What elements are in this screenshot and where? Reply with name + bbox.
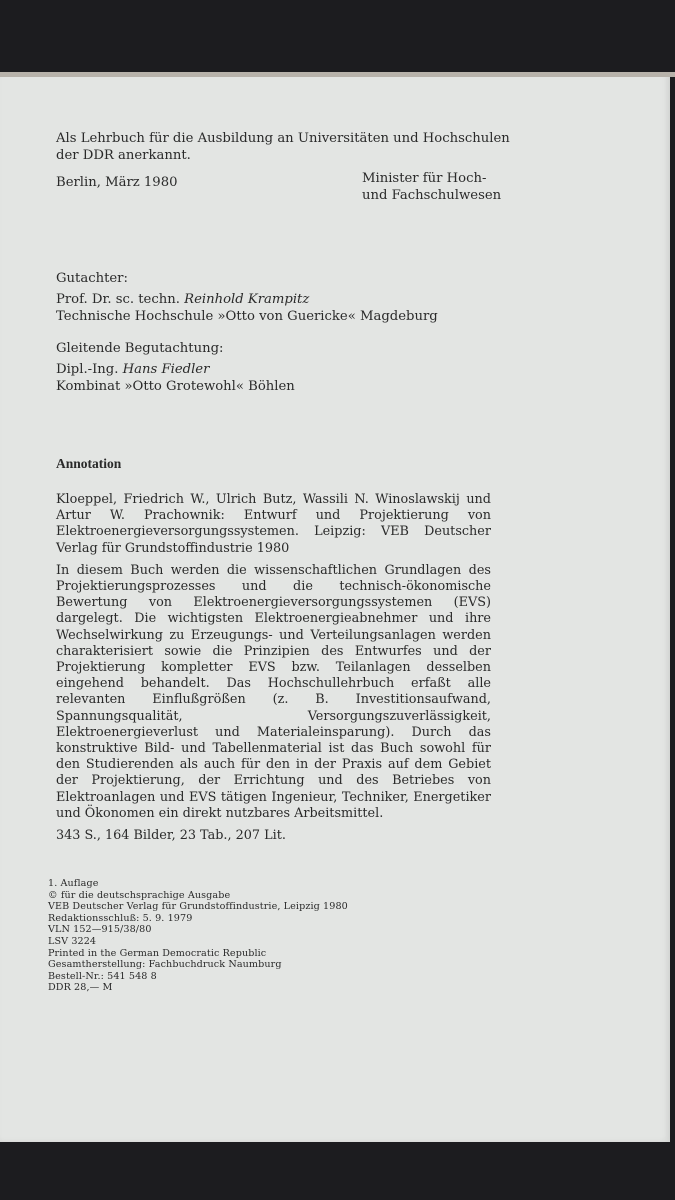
annotation-block: [56, 456, 491, 850]
annotation-heading: Annotation: [56, 456, 122, 471]
reviewer-name-prefix: Prof. Dr. sc. techn.: [56, 292, 180, 307]
supervision-heading: Gleitende Begutachtung:: [56, 341, 224, 356]
imprint-line: 1. Auflage: [48, 878, 99, 889]
imprint-block: [48, 878, 348, 994]
reviewer-block: [56, 270, 639, 325]
minister-line-1: Minister für Hoch-: [362, 171, 487, 186]
supervision-name-line: [56, 361, 639, 378]
imprint-line: DDR 28,— M: [48, 982, 113, 994]
imprint-line: Gesamtherstellung: Fachbuchdruck Naumburg: [48, 959, 282, 971]
page-top-edge: [0, 72, 675, 77]
supervision-institution: Kombinat »Otto Grotewohl« Böhlen: [56, 379, 295, 394]
place-date: [56, 174, 639, 191]
supervision-name-prefix: Dipl.-Ing.: [56, 362, 119, 377]
minister-block: [362, 170, 501, 204]
minister-line-2: und Fachschulwesen: [362, 188, 502, 203]
imprint-line: LSV 3224: [48, 935, 97, 947]
reviewer-heading: Gutachter:: [56, 271, 128, 286]
imprint-line: VEB Deutscher Verlag für Grundstoffindustrie, Leipzig 1980: [48, 901, 348, 913]
annotation-extent: 343 S., 164 Bilder, 23 Tab., 207 Lit.: [56, 828, 286, 844]
imprint-line: Printed in the German Democratic Republic: [48, 947, 267, 959]
supervision-block: [56, 340, 639, 395]
approval-line-2: der DDR anerkannt.: [56, 148, 191, 163]
imprint-line: VLN 152—915/38/80: [48, 924, 152, 936]
place-date-text: Berlin, März 1980: [56, 175, 178, 190]
imprint-line: Redaktionsschluß: 5. 9. 1979: [48, 912, 193, 924]
reviewer-name-line: [56, 291, 639, 308]
reviewer-institution: Technische Hochschule »Otto von Guericke« Magdeburg: [56, 309, 438, 324]
supervision-name: Hans Fiedler: [122, 362, 210, 377]
approval-block: [56, 130, 639, 164]
imprint-line: © für die deutschsprachige Ausgabe: [48, 889, 231, 901]
imprint-line: Bestell-Nr.: 541 548 8: [48, 970, 157, 982]
annotation-abstract: In diesem Buch werden die wissenschaftlichen Grundlagen des Projektierungsprozesses und die technisch-ökonomische Bewertung von Elektroenergieversorgungssystemen (EVS) dargelegt. Die wichtigsten Elektroenergieabnehmer und ihre Wechselwirkung zu Erzeugungs- und Verteilungsanlagen werden charakterisiert sowie die Prinzipien des Entwurfes und der Projektierung kompletter EVS bzw. Teilanlagen desselben eingehend behandelt. Das Hochschullehrbuch erfaßt alle relevanten Einflußgrößen (z. B. Investitionsaufwand, Spannungsqualität, Versorgungszuverlässigkeit, Elektroenergieverlust und Materialeinsparung). Durch das konstruktive Bild- und Tabellenmaterial ist das Buch sowohl für den Studierenden als auch für den in der Praxis auf dem Gebiet der Projektierung, der Errichtung und des Betriebes von Elektroanlagen und EVS tätigen Ingenieur, Techniker, Energetiker und Ökonomen ein direkt nutzbares Arbeitsmittel.: [56, 562, 491, 821]
reviewer-name: Reinhold Krampitz: [184, 292, 310, 307]
annotation-citation: Kloeppel, Friedrich W., Ulrich Butz, Wassili N. Winoslawskij und Artur W. Prachownik: Entwurf und Projektierung von Elektroenergieversorgungssystemen. Leipzig: VEB Deutscher Verlag für Grundstoffindustrie 1980: [56, 492, 491, 556]
approval-line-1: Als Lehrbuch für die Ausbildung an Universitäten und Hochschulen: [56, 131, 510, 146]
